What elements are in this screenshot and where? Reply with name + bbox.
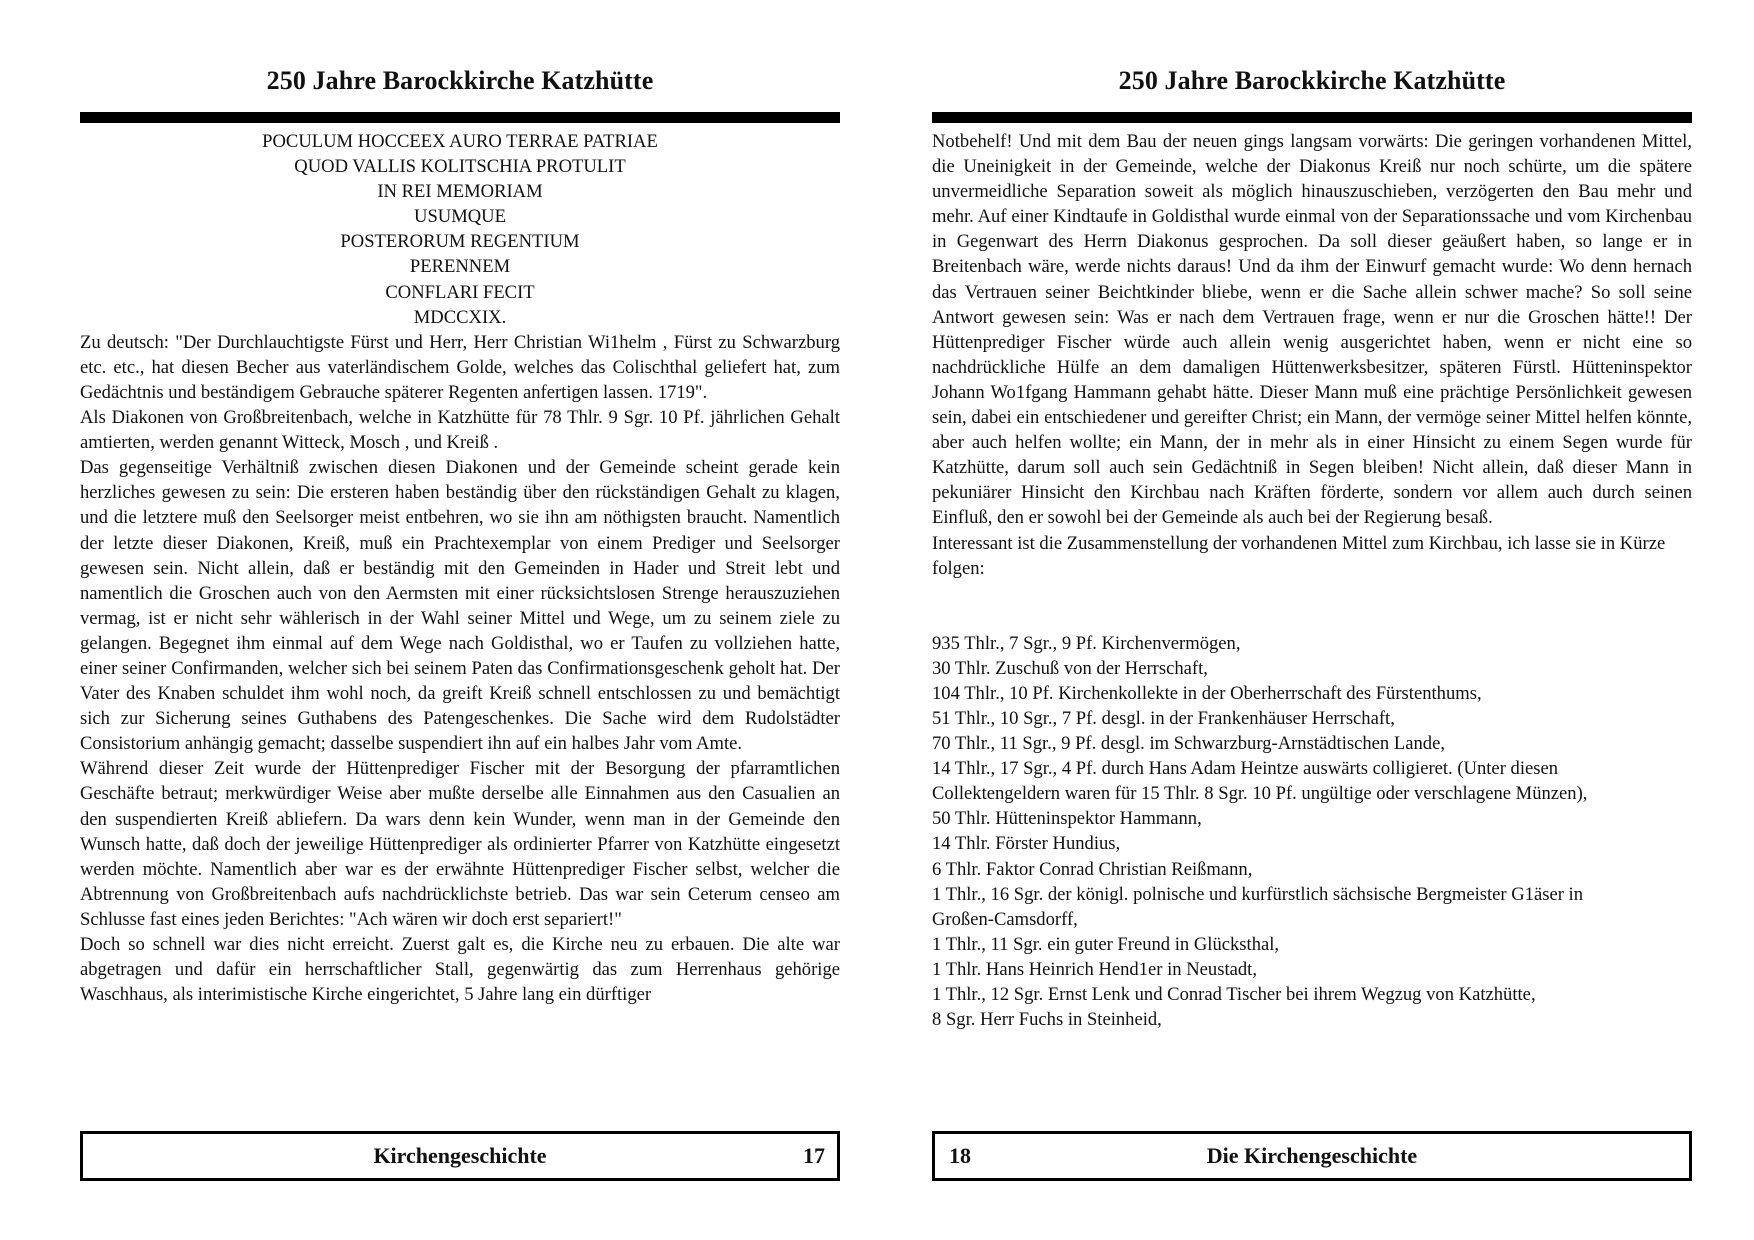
inscription-line: IN REI MEMORIAM xyxy=(377,181,543,203)
list-item: 14 Thlr. Förster Hundius, xyxy=(932,833,1121,855)
footer-label: Die Kirchengeschichte xyxy=(1206,1143,1418,1168)
page-header: 250 Jahre Barockkirche Katzhütte xyxy=(1118,66,1506,95)
list-item: 6 Thlr. Faktor Conrad Christian Reißmann, xyxy=(932,858,1253,880)
list-item: Collektengeldern waren für 15 Thlr. 8 Sgr. 10 Pf. ungültige oder verschlagene Münzen), xyxy=(932,783,1588,805)
latin-inscription xyxy=(80,129,840,330)
inscription-line: MDCCXIX. xyxy=(413,306,507,328)
inscription-line: USUMQUE xyxy=(414,206,506,228)
list-item: 8 Sgr. Herr Fuchs in Steinheid, xyxy=(932,1009,1162,1031)
left-body-text xyxy=(80,129,840,1007)
funds-list xyxy=(932,631,1692,1033)
page-footer xyxy=(932,1131,1692,1181)
list-item: 1 Thlr., 12 Sgr. Ernst Lenk und Conrad Tischer bei ihrem Wegzug von Katzhütte, xyxy=(932,984,1536,1005)
inscription-line: PERENNEM xyxy=(409,256,511,278)
list-item: 14 Thlr., 17 Sgr., 4 Pf. durch Hans Adam Heintze auswärts colligieret. (Unter diesen xyxy=(932,758,1559,780)
inscription-line: CONFLARI FECIT xyxy=(385,281,535,303)
page-footer xyxy=(80,1131,840,1181)
footer-label: Kirchengeschichte xyxy=(373,1143,547,1168)
list-item: 1 Thlr., 16 Sgr. der königl. polnische und kurfürstlich sächsische Bergmeister G1äser in xyxy=(932,883,1584,905)
list-item: Großen-Camsdorff, xyxy=(932,908,1078,930)
header-rule xyxy=(932,112,1692,123)
paragraph: Zu deutsch: "Der Durchlauchtigste Fürst und Herr, Herr Christian Wi1helm , Fürst zu Schwarzburg etc. etc., hat diesen Becher aus vaterländischem Golde, welches das Colischthal geliefert hat, zum Gedächtnis und beständigem Gebrauche späterer Regenten anfertigen lassen. 1719". xyxy=(80,331,840,403)
list-item: 1 Thlr., 11 Sgr. ein guter Freund in Glücksthal, xyxy=(932,933,1280,955)
inscription-line: POSTERORUM REGENTIUM xyxy=(340,231,580,253)
inscription-line: QUOD VALLIS KOLITSCHIA PROTULIT xyxy=(294,156,626,178)
header-rule xyxy=(80,112,840,123)
paragraph: Notbehelf! Und mit dem Bau der neuen gings langsam vorwärts: Die geringen vorhandenen Mittel, die Uneinigkeit in der Gemeinde, welche der Diakonus Kreiß nur noch schürte, um die spätere unvermeidliche Separation soweit als möglich hinauszuschieben, verzögerten den Bau mehr und mehr. Auf einer Kindtaufe in Goldisthal wurde einmal von der Separationssache und vom Kirchenbau in Gegenwart des Herrn Diakonus gesprochen. Da soll dieser geäußert haben, so lange er in Breitenbach wäre, werde nichts daraus! Und da ihm der Einwurf gemacht wurde: Wo denn hernach das Vertrauen seiner Beichtkinder bliebe, wenn er die Sache allein schwer mache? So soll seine Antwort gewesen sein: Was er nach dem Vertrauen frage, wenn er nur die Groschen hätte!! Der Hüttenprediger Fischer würde auch allein wenig ausgerichtet haben, wenn er nicht eine so nachdrückliche Hülfe an dem damaligen Hüttenwerksbesitzer, späteren Fürstl. Hütteninspektor Johann Wo1fgang Hammann gehabt hätte. Dieser Mann muß eine prächtige Persönlichkeit gewesen sein, dabei ein entschiedener und gereifter Christ; ein Mann, der vermöge seiner Mittel helfen könnte, aber auch helfen wollte; ein Mann, der in mehr als in einer Hinsicht zu einem Segen wurde für Katzhütte, darum soll auch sein Gedächtniß in Segen bleiben! Nicht allein, daß dieser Mann in pekuniärer Hinsicht den Kirchbau nach Kräften förderte, sondern vor allem auch durch seinen Einfluß, den er sowohl bei der Gemeinde als auch bei der Regierung besaß. xyxy=(932,131,1692,529)
paragraph: Das gegenseitige Verhältniß zwischen diesen Diakonen und der Gemeinde scheint gerade kein herzliches gewesen zu sein: Die ersteren haben beständig über den rückständigen Gehalt zu klagen, und die letztere muß den Seelsorger meist entbehren, wo sie ihn am nöthigsten braucht. Namentlich der letzte dieser Diakonen, Kreiß, muß ein Prachtexemplar von einem Prediger und Seelsorger gewesen sein. Nicht allein, daß er beständig mit den Gemeinden in Hader und Streit lebt und namentlich die Groschen auch von den Aermsten mit einer rücksichtslosen Strenge herauszuziehen vermag, ist er nicht sehr wählerisch in der Wahl seiner Mittel und Wege, um zu seinem ziele zu gelangen. Begegnet ihm einmal auf dem Wege nach Goldisthal, wo er Taufen zu vollziehen hatte, einer seiner Confirmanden, welcher sich bei seinem Paten das Confirmationsgeschenk geholt hat. Der Vater des Knaben schuldet ihm wohl noch, da greift Kreiß schnell entschlossen zu und bemächtigt sich zur Sicherung seines Guthabens des Patengeschenkes. Die Sache wird dem Rudolstädter Consistorium anhängig gemacht; dasselbe suspendiert ihn auf ein halbes Jahr vom Amte. xyxy=(80,457,840,755)
list-item: 51 Thlr., 10 Sgr., 7 Pf. desgl. in der Frankenhäuser Herrschaft, xyxy=(932,707,1395,729)
page-header: 250 Jahre Barockkirche Katzhütte xyxy=(266,66,654,95)
page-number: 18 xyxy=(949,1143,971,1168)
paragraph: Während dieser Zeit wurde der Hüttenprediger Fischer mit der Besorgung der pfarramtlichen Geschäfte betraut; merkwürdiger Weise aber mußte derselbe alle Einnahmen aus den Casualien an den suspendierten Kreiß abliefern. Da wars denn kein Wunder, wenn man in der Gemeinde den Wunsch hatte, daß doch der jeweilige Hüttenprediger als ordinierter Pfarrer von Katzhütte eingesetzt werden möchte. Namentlich aber war es der erwähnte Hüttenprediger Fischer selbst, welcher die Abtrennung von Großbreitenbach aufs nachdrücklichste betrieb. Das war sein Ceterum censeo am Schlusse fast eines jeden Berichtes: "Ach wären wir doch erst separiert!" xyxy=(80,758,840,930)
paragraph: Doch so schnell war dies nicht erreicht. Zuerst galt es, die Kirche neu zu erbauen. Die alte war abgetragen und dafür ein herrschaftlicher Stall, gegenwärtig das zum Herrenhaus gehörige Waschhaus, als interimistische Kirche eingerichtet, 5 Jahre lang ein dürftiger xyxy=(80,934,840,1006)
right-page xyxy=(932,0,1692,1240)
spacer xyxy=(932,581,1692,631)
list-item: 104 Thlr., 10 Pf. Kirchenkollekte in der Oberherrschaft des Fürstenthums, xyxy=(932,682,1482,704)
page-number: 17 xyxy=(803,1143,825,1168)
inscription-line: POCULUM HOCCEEX AURO TERRAE PATRIAE xyxy=(262,131,658,152)
list-item: 30 Thlr. Zuschuß von der Herrschaft, xyxy=(932,657,1208,679)
list-item: 50 Thlr. Hütteninspektor Hammann, xyxy=(932,808,1202,830)
list-item: 935 Thlr., 7 Sgr., 9 Pf. Kirchenvermögen, xyxy=(932,632,1241,654)
left-page xyxy=(80,0,840,1240)
paragraph: Interessant ist die Zusammenstellung der vorhandenen Mittel zum Kirchbau, ich lasse sie in Kürze folgen: xyxy=(932,532,1666,579)
list-item: 70 Thlr., 11 Sgr., 9 Pf. desgl. im Schwarzburg-Arnstädtischen Lande, xyxy=(932,733,1445,755)
right-body-text xyxy=(932,129,1692,1032)
paragraph: Als Diakonen von Großbreitenbach, welche in Katzhütte für 78 Thlr. 9 Sgr. 10 Pf. jährlichen Gehalt amtierten, werden genannt Witteck, Mosch , und Kreiß . xyxy=(80,407,840,454)
list-item: 1 Thlr. Hans Heinrich Hend1er in Neustadt, xyxy=(932,958,1257,980)
